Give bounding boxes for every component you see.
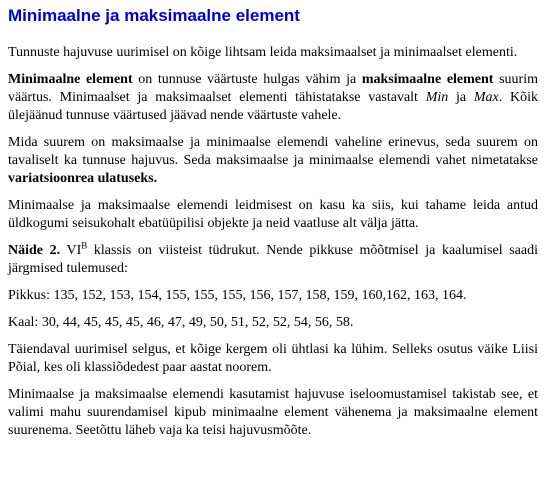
definition-paragraph bbox=[8, 71, 538, 125]
example-text: klassis on viisteist tüdrukut. Nende pikkuse mõõtmisel ja kaalumisel saadi järgmised tulemused: bbox=[8, 243, 538, 276]
example-class-superscript: B bbox=[81, 240, 88, 251]
height-data-line: Pikkus: 135, 152, 153, 154, 155, 155, 155, 156, 157, 158, 159, 160,162, 163, 164. bbox=[8, 288, 467, 303]
finding-paragraph: Täiendaval uurimisel selgus, et kõige kergem oli ühtlasi ka lühim. Selleks osutus väike Liisi Põial, kes oli klassiõdedest paar aastat noorem. bbox=[8, 342, 538, 375]
example-paragraph bbox=[8, 242, 538, 278]
definition-text-2: suurim väärtus. Minimaalset ja maksimaalset elementi tähistatakse vastavalt bbox=[8, 72, 538, 105]
definition-text-1: on tunnuse väärtuste hulgas vähim ja bbox=[132, 72, 362, 87]
definition-text-3: ja bbox=[448, 90, 474, 105]
range-text: Mida suurem on maksimaalse ja minimaalse elemendi vaheline erinevus, seda suurem on tavaliselt ka tunnuse hajuvus. Seda maksimaalse ja minimaalse elemendi vahet nimetatakse bbox=[8, 135, 538, 168]
term-minimaalne-element: Minimaalne element bbox=[8, 72, 133, 87]
range-paragraph bbox=[8, 134, 538, 188]
weight-data-line: Kaal: 30, 44, 45, 45, 45, 46, 47, 49, 50, 51, 52, 52, 54, 56, 58. bbox=[8, 315, 354, 330]
conclusion-paragraph: Minimaalse ja maksimaalse elemendi kasutamist hajuvuse iseloomustamisel takistab see, et valimi mahu suurendamisel kipub minimaalne element vähenema ja maksimaalne element suurenema. Seetõttu läheb vaja ka teisi hajuvusmõõte. bbox=[8, 387, 538, 438]
example-label: Näide 2. bbox=[8, 243, 61, 258]
symbol-min: Min bbox=[425, 90, 449, 105]
example-class: VI bbox=[60, 243, 82, 258]
symbol-max: Max bbox=[473, 90, 499, 105]
document-page bbox=[8, 0, 538, 440]
outlier-paragraph: Minimaalse ja maksimaalse elemendi leidmisest on kasu ka siis, kui tahame leida antud üldkogumi seisukohalt ebatüüpilisi objekte ja neid vaatluse alt välja jätta. bbox=[8, 198, 538, 231]
term-variatsioonrea-ulatus: variatsioonrea ulatuseks. bbox=[8, 171, 158, 186]
term-maksimaalne-element: maksimaalne element bbox=[361, 72, 494, 87]
page-title: Minimaalne ja maksimaalne element bbox=[8, 6, 300, 25]
definition-text-4: . Kõik ülejäänud tunnuse väärtused jäävad nende väärtuste vahele. bbox=[8, 90, 538, 123]
intro-paragraph: Tunnuste hajuvuse uurimisel on kõige lihtsam leida maksimaalset ja minimaalset elementi. bbox=[8, 45, 518, 60]
